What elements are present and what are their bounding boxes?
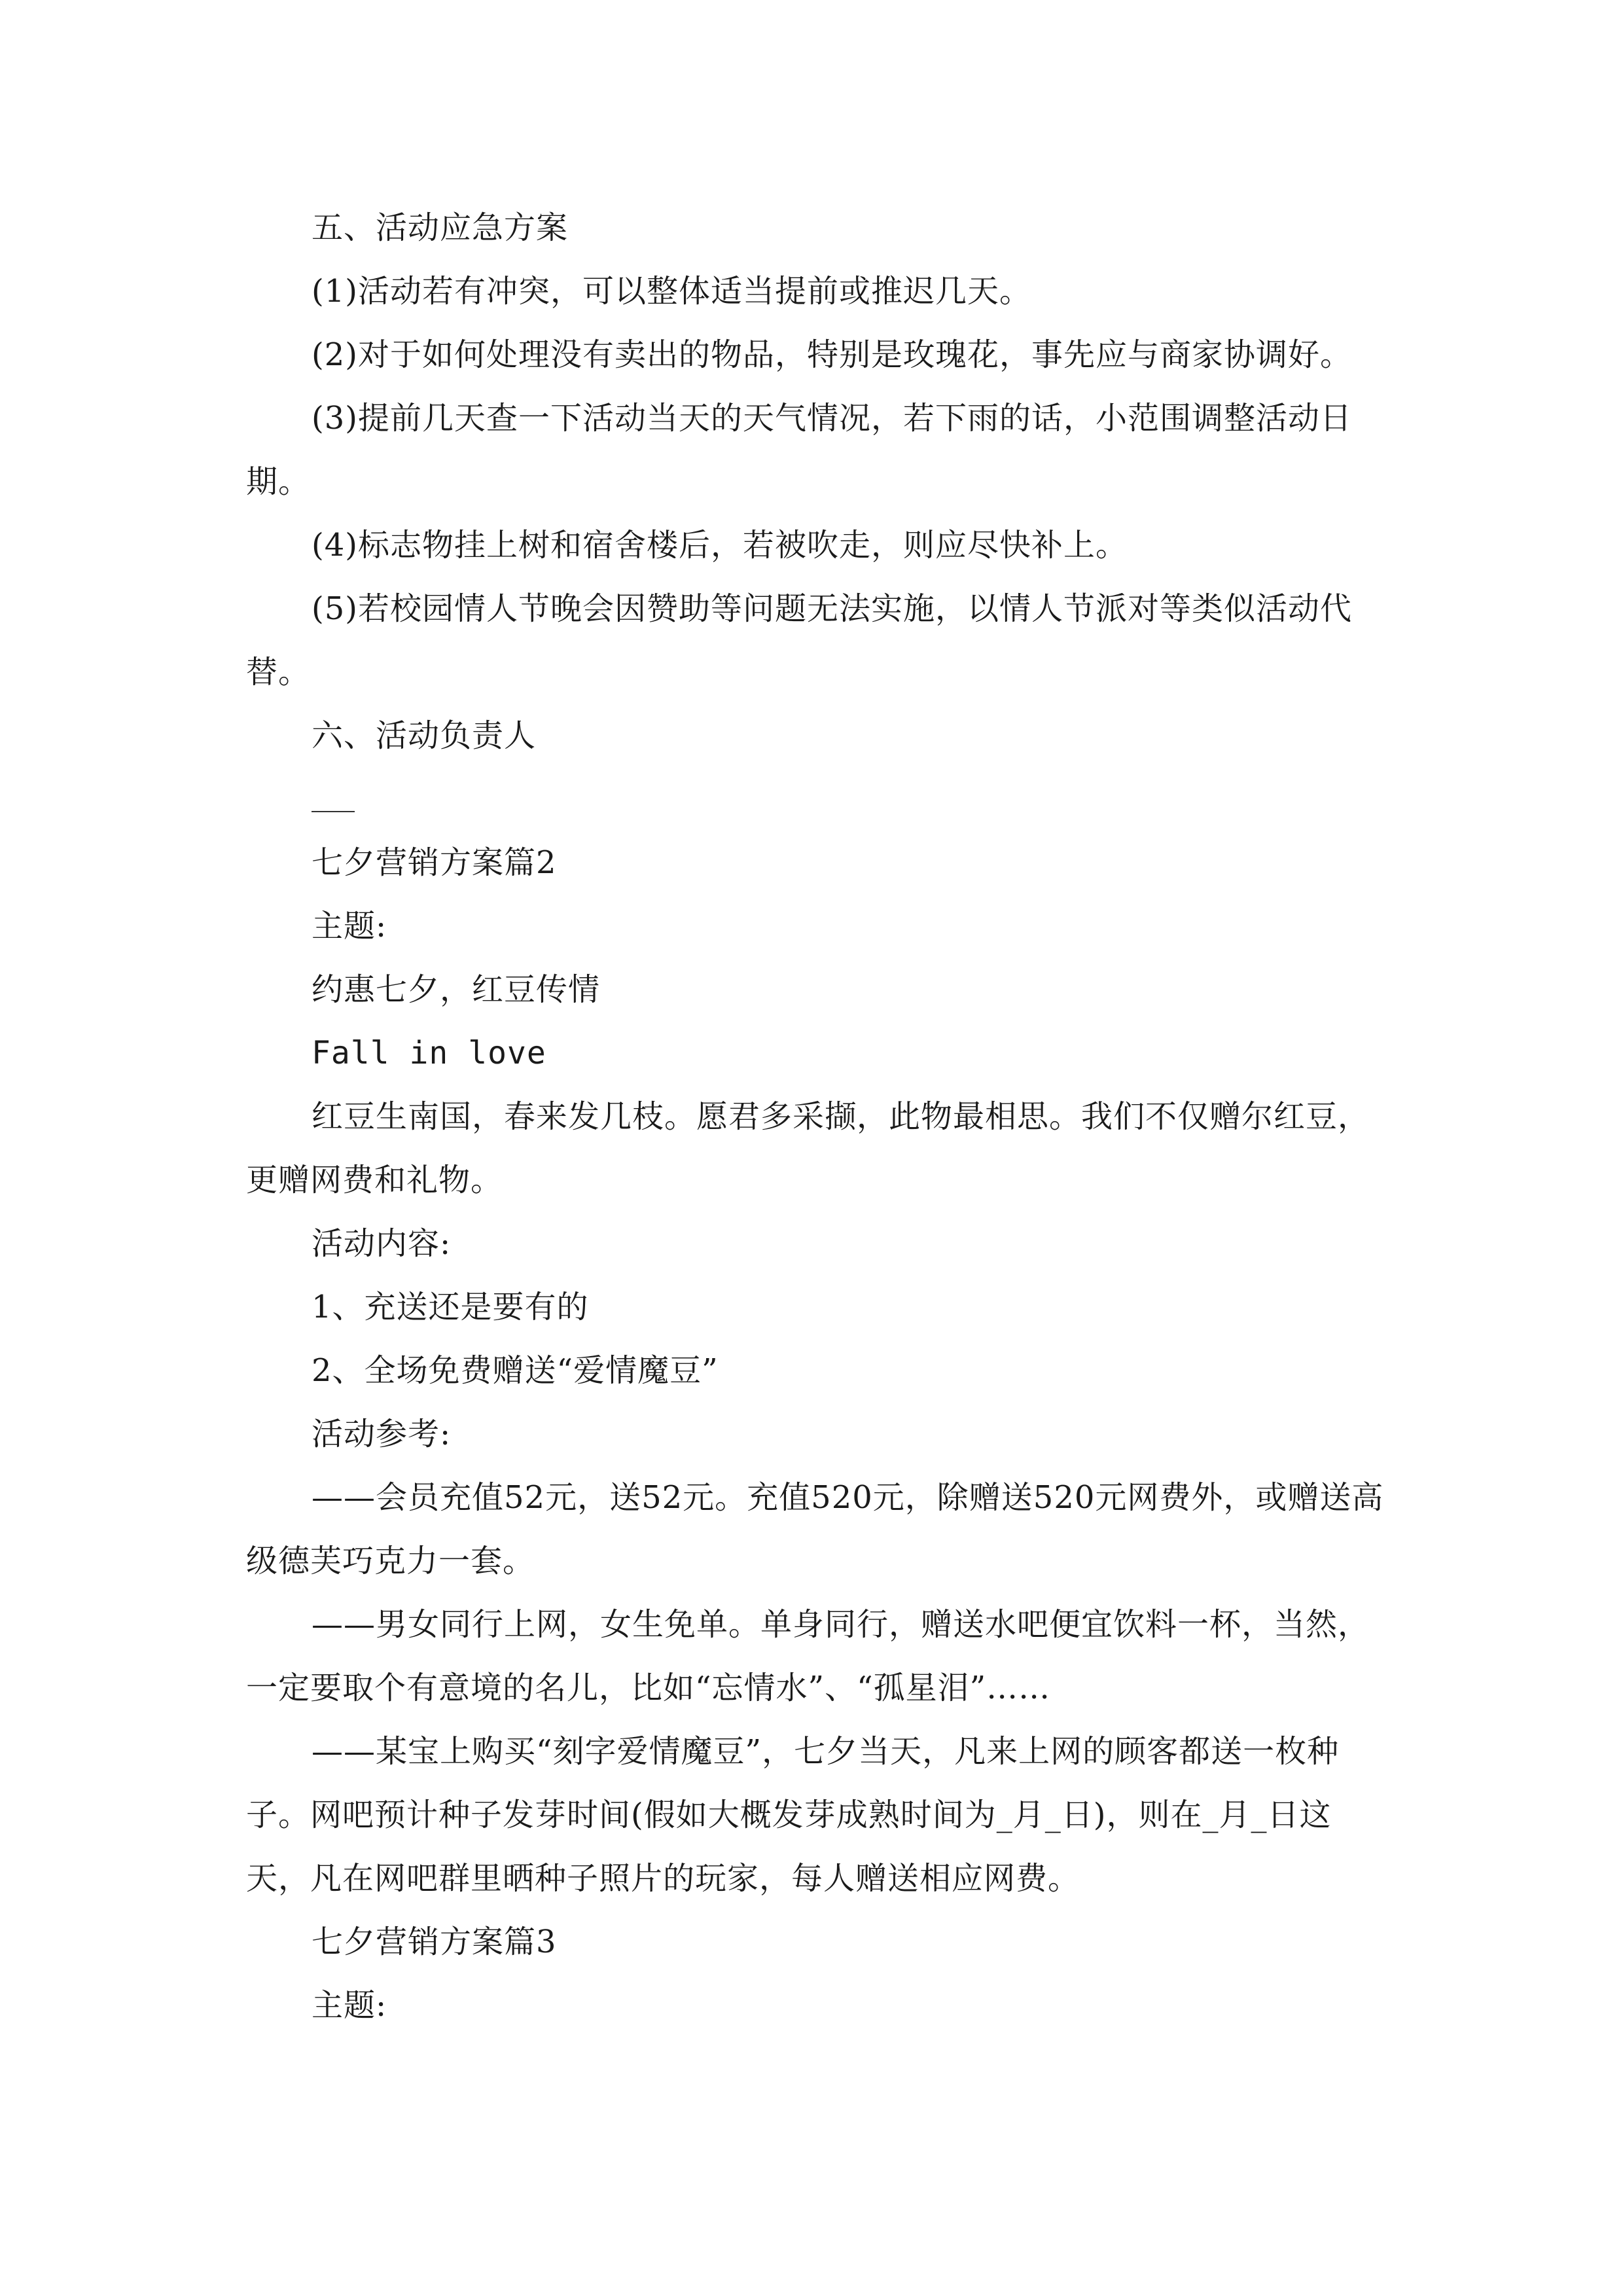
paragraph: (1)活动若有冲突，可以整体适当提前或推迟几天。 <box>312 273 1031 310</box>
paragraph: (2)对于如何处理没有卖出的物品，特别是玫瑰花，事先应与商家协调好。 <box>312 336 1352 373</box>
paragraph: (3)提前几天查一下活动当天的天气情况，若下雨的话，小范围调整活动日期。 <box>246 400 1352 500</box>
paragraph: ——会员充值52元，送52元。充值520元，除赠送520元网费外，或赠送高级德芙巧克力一套。 <box>246 1479 1384 1579</box>
paragraph: (4)标志物挂上树和宿舍楼后，若被吹走，则应尽快补上。 <box>312 527 1128 564</box>
theme-text: 约惠七夕，红豆传情 <box>312 971 601 1008</box>
activity-reference-label: 活动参考: <box>312 1416 452 1452</box>
english-slogan: Fall in love <box>312 1035 546 1071</box>
short-divider <box>312 768 1385 831</box>
activity-content-label: 活动内容: <box>312 1225 452 1262</box>
paragraph: ——某宝上购买“刻字爱情魔豆”，七夕当天，凡来上网的顾客都送一枚种子。网吧预计种子发芽时间(假如大概发芽成熟时间为_月_日)，则在_月_日这天，凡在网吧群里晒种子照片的玩家，每人赠送相应网费。 <box>246 1733 1340 1897</box>
list-item: 1、充送还是要有的 <box>312 1289 589 1325</box>
theme-label: 主题: <box>312 908 387 944</box>
section-heading-emergency-plan: 五、活动应急方案 <box>312 209 569 246</box>
paragraph: (5)若校园情人节晚会因赞助等问题无法实施，以情人节派对等类似活动代替。 <box>246 590 1352 691</box>
section-heading-person-in-charge: 六、活动负责人 <box>312 717 537 754</box>
chapter-title: 七夕营销方案篇3 <box>312 1924 557 1960</box>
list-item: 2、全场免费赠送“爱情魔豆” <box>312 1352 719 1389</box>
paragraph: 红豆生南国，春来发几枝。愿君多采撷，此物最相思。我们不仅赠尔红豆，更赠网费和礼物。 <box>246 1098 1370 1198</box>
chapter-title: 七夕营销方案篇2 <box>312 844 557 881</box>
paragraph: ——男女同行上网，女生免单。单身同行，赠送水吧便宜饮料一杯，当然，一定要取个有意境的名儿，比如“忘情水”、“孤星泪”…… <box>246 1606 1370 1706</box>
document-body <box>246 196 1385 2037</box>
theme-label: 主题: <box>312 1987 387 2024</box>
